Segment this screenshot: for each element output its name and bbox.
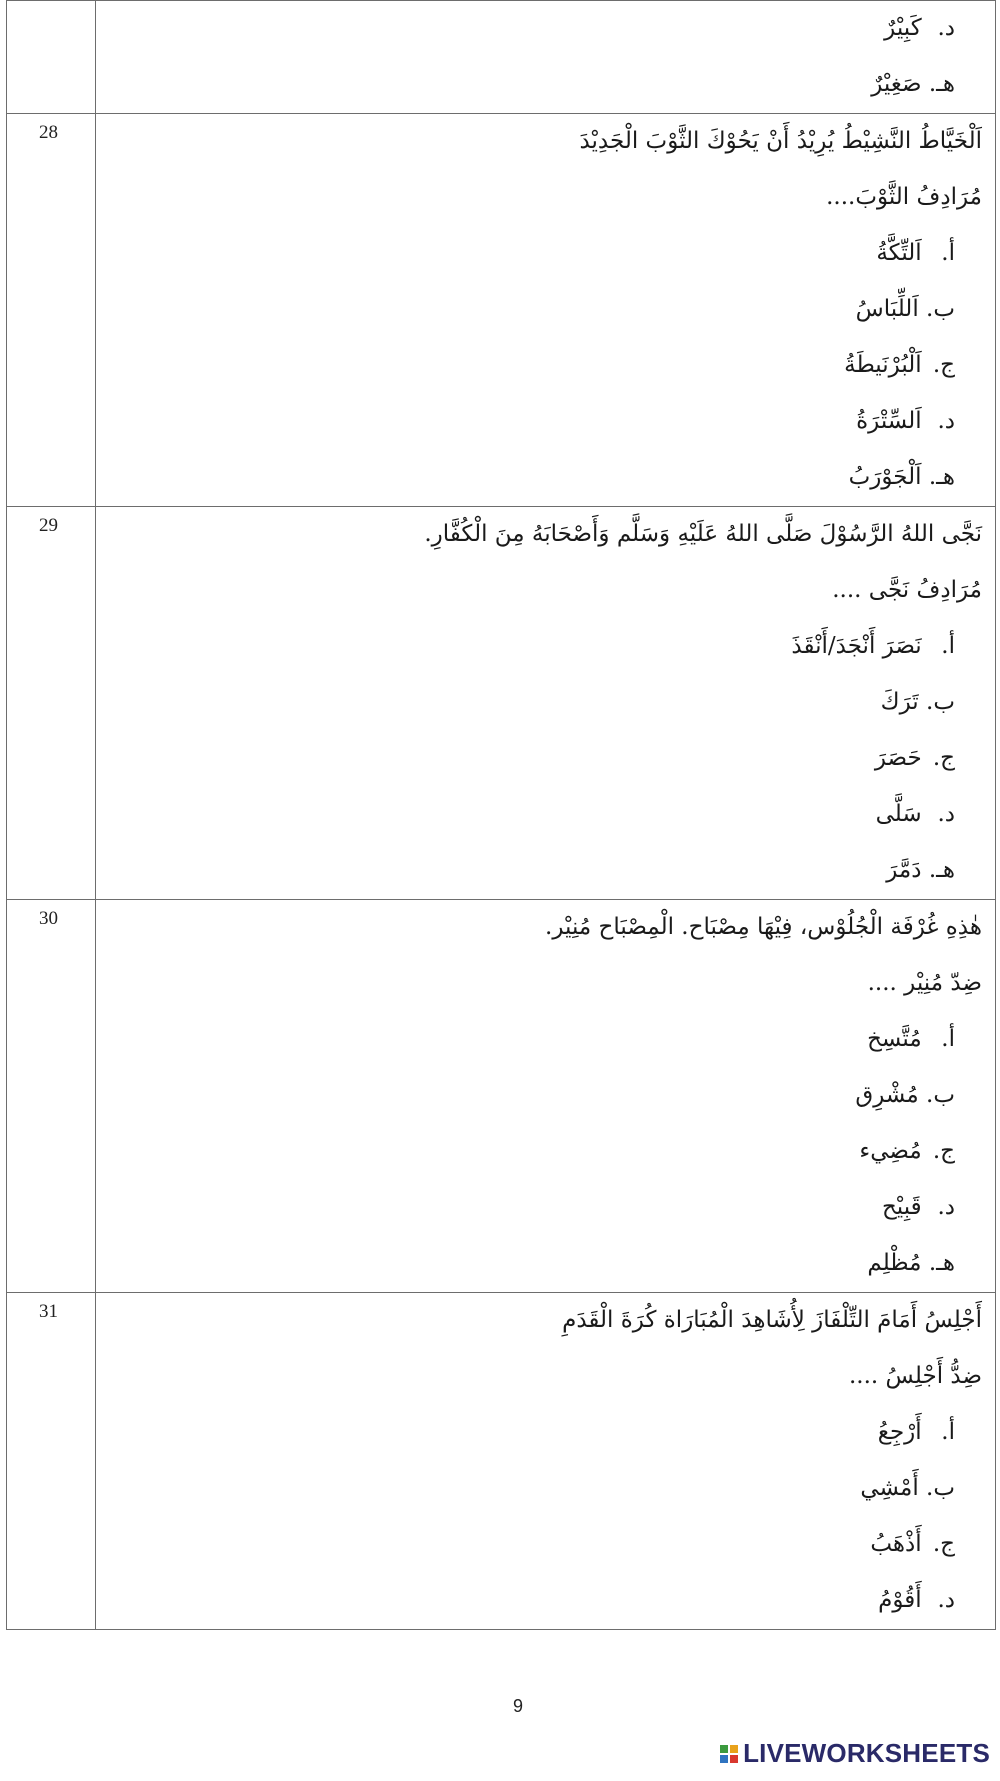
answer-option[interactable] [96,226,995,282]
question-row [7,1293,996,1630]
brand-grid-icon [720,1745,738,1763]
option-text: مُظْلِم [867,1250,922,1276]
brand-square-blue [720,1755,728,1763]
option-marker: ب. [926,689,955,715]
option-text: سَلَّى [875,801,922,827]
answer-option[interactable] [96,450,995,506]
question-prompt: مُرَادِفُ نَجَّى .... [832,577,982,603]
answer-option[interactable] [96,675,995,731]
worksheet-page [6,0,996,1630]
question-number-cell [7,114,96,507]
question-body-cell [96,114,996,507]
page-number: 9 [512,1696,523,1716]
option-text: كَبِيْرٌ [884,15,922,41]
option-text: مُتَّسِخ [867,1026,922,1052]
option-marker: ج. [932,1531,955,1557]
option-text: تَرَكَ [880,689,919,715]
answer-option[interactable] [96,787,995,843]
brand-square-orange [730,1745,738,1753]
answer-option[interactable] [96,1573,995,1629]
option-marker: ج. [932,352,955,378]
option-text: نَصَرَ أَنْجَدَ/أَنْقَذَ [791,633,922,659]
option-text: مُضِيء [859,1138,922,1164]
question-body-cell [96,1293,996,1630]
brand-logo [720,1738,990,1769]
option-text: اَلْبُرْنَيطَةُ [844,352,922,378]
answer-option[interactable] [96,843,995,899]
option-marker: ب. [926,296,955,322]
question-sentence: اَلْخَيَّاطُ النَّشِيْطُ يُرِيْدُ أَنْ يَحُوْكَ الثَّوْبَ الْجَدِيْدَ [579,128,982,154]
option-marker: ج. [932,1138,955,1164]
option-text: حَصَرَ [874,745,922,771]
question-number: 30 [39,908,58,929]
option-marker: د. [937,1194,955,1220]
option-text: اَللِّبَاسُ [855,296,919,322]
question-row [7,1,996,114]
option-marker: أ. [941,1419,955,1445]
answer-option[interactable] [96,338,995,394]
option-text: أَرْجِعُ [877,1419,922,1445]
question-sentence: أَجْلِسُ أَمَامَ التِّلْفَازَ لِأُشَاهِدَ الْمُبَارَاة كُرَةَ الْقَدَمِ [562,1307,982,1333]
option-marker: هـ. [928,1250,955,1276]
question-table [6,0,996,1630]
answer-option[interactable] [96,619,995,675]
question-row [7,114,996,507]
brand-square-green [720,1745,728,1753]
option-marker: أ. [941,633,955,659]
option-text: أَقُوْمُ [878,1587,922,1613]
question-sentence: نَجَّى اللهُ الرَّسُوْلَ صَلَّى اللهُ عَلَيْهِ وَسَلَّم وَأَصْحَابَهُ مِنَ الْكُفَّارِ. [424,521,982,547]
option-marker: هـ. [928,857,955,883]
answer-option[interactable] [96,1068,995,1124]
answer-option[interactable] [96,1012,995,1068]
question-number: 31 [39,1301,58,1322]
brand-name: LIVEWORKSHEETS [743,1738,990,1768]
answer-option[interactable] [96,1405,995,1461]
option-text: قَبِيْح [881,1194,922,1220]
question-body-cell [96,1,996,114]
question-prompt: مُرَادِفُ الثَّوْبَ.... [826,184,982,210]
brand-square-red [730,1755,738,1763]
question-number: 29 [39,515,58,536]
answer-option[interactable] [96,57,995,113]
option-text: أَذْهَبُ [870,1531,922,1557]
option-marker: ب. [926,1475,955,1501]
question-row [7,507,996,900]
question-sentence: هٰذِهِ غُرْفَة الْجُلُوْس، فِيْهَا مِصْبَاح. الْمِصْبَاح مُنِيْر. [545,914,982,940]
option-marker: هـ. [928,464,955,490]
answer-option[interactable] [96,1517,995,1573]
option-marker: أ. [941,240,955,266]
option-text: اَلتِّكَّةُ [876,240,922,266]
option-text: مُشْرِق [855,1082,919,1108]
answer-option[interactable] [96,731,995,787]
answer-option[interactable] [96,1180,995,1236]
option-marker: ب. [926,1082,955,1108]
option-marker: د. [937,15,955,41]
option-text: أَمْشِي [860,1475,919,1501]
question-body-cell [96,507,996,900]
option-text: دَمَّرَ [886,857,922,883]
option-text: اَلسِّتْرَةُ [856,408,922,434]
question-number-cell [7,1293,96,1630]
answer-option[interactable] [96,282,995,338]
answer-option[interactable] [96,1124,995,1180]
question-number [7,1,95,9]
question-prompt: ضِدّ مُنِيْر .... [867,970,982,996]
answer-option[interactable] [96,394,995,450]
option-text: اَلْجَوْرَبُ [848,464,922,490]
question-body-cell [96,900,996,1293]
option-marker: د. [937,408,955,434]
answer-option[interactable] [96,1,995,57]
option-marker: د. [937,1587,955,1613]
answer-option[interactable] [96,1461,995,1517]
option-marker: أ. [941,1026,955,1052]
question-number: 28 [39,122,58,143]
option-marker: ج. [932,745,955,771]
question-number-cell [7,1,96,114]
question-number-cell [7,507,96,900]
option-marker: هـ. [928,71,955,97]
question-number-cell [7,900,96,1293]
question-row [7,900,996,1293]
answer-option[interactable] [96,1236,995,1292]
option-marker: د. [937,801,955,827]
question-prompt: ضِدُّ أَجْلِسُ .... [848,1363,982,1389]
option-text: صَغِيْرٌ [871,71,922,97]
